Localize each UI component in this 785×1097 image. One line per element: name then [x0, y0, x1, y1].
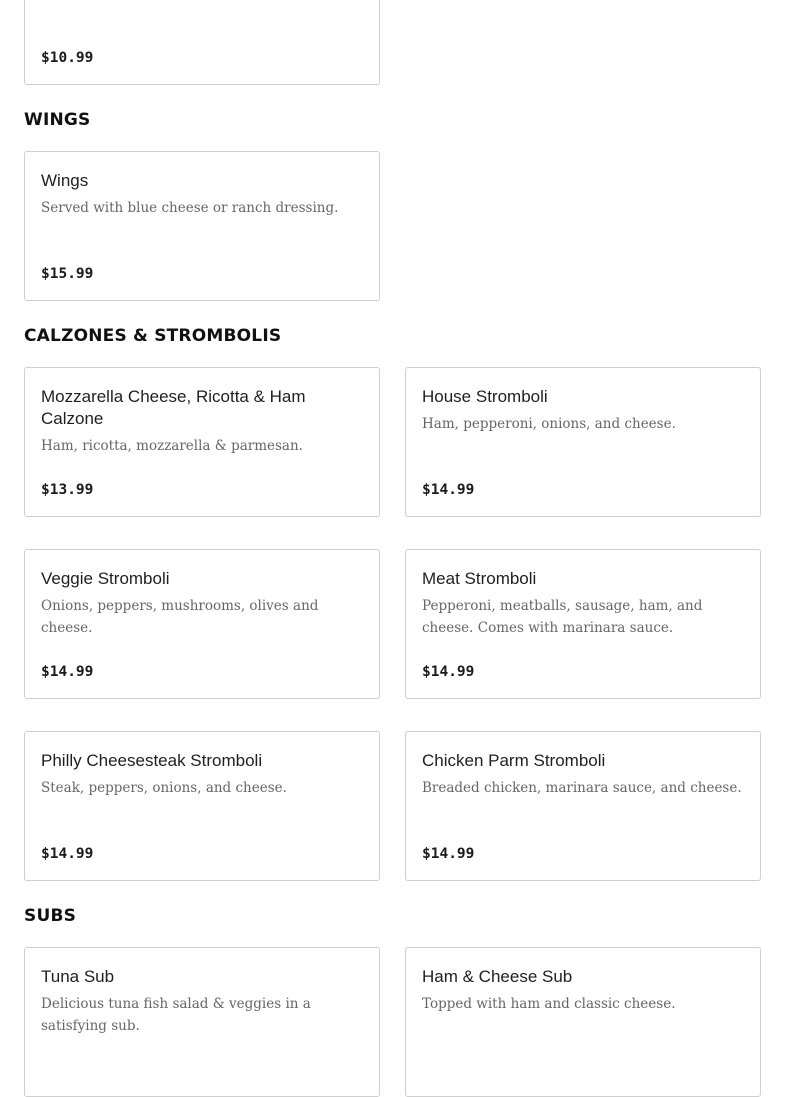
item-description: Served with blue cheese or ranch dressing. — [41, 200, 339, 216]
item-name: Chicken Parm Stromboli — [422, 751, 606, 770]
item-description: Topped with ham and classic cheese. — [422, 996, 676, 1012]
item-description: Steak, peppers, onions, and cheese. — [41, 780, 287, 796]
item-name: House Stromboli — [422, 387, 548, 406]
item-price: $10.99 — [41, 50, 94, 66]
menu-item-card[interactable] — [24, 367, 380, 517]
item-description: Ham, pepperoni, onions, and cheese. — [422, 416, 676, 432]
menu-item-card[interactable] — [405, 731, 761, 881]
item-name: Ham & Cheese Sub — [422, 967, 573, 986]
item-description: Pepperoni, meatballs, sausage, ham, and cheese. Comes with marinara sauce. — [422, 598, 703, 636]
item-name: Wings — [41, 171, 89, 190]
item-name: Veggie Stromboli — [41, 569, 170, 588]
menu-item-card[interactable] — [24, 151, 380, 301]
menu-item-card[interactable] — [24, 549, 380, 699]
menu-section-subs — [24, 904, 761, 1097]
menu-section-salads — [24, 0, 761, 85]
menu-grid — [24, 947, 761, 1097]
menu-grid — [24, 367, 761, 881]
menu-item-card[interactable] — [405, 947, 761, 1097]
menu-item-card[interactable] — [24, 731, 380, 881]
item-description: Delicious tuna fish salad & veggies in a satisfying sub. — [41, 996, 311, 1034]
item-description: Onions, peppers, mushrooms, olives and cheese. — [41, 598, 319, 636]
section-title: WINGS — [24, 110, 91, 130]
menu-section-calzones-strombolis — [24, 324, 761, 881]
item-name: Meat Stromboli — [422, 569, 537, 588]
item-price: $13.99 — [41, 482, 94, 498]
menu-section-wings — [24, 108, 761, 301]
item-name: Mozzarella Cheese, Ricotta & Ham Calzone — [41, 387, 306, 428]
menu-grid — [24, 151, 761, 301]
item-name: Tuna Sub — [41, 967, 115, 986]
item-price: $14.99 — [422, 482, 475, 498]
menu-item-card[interactable] — [405, 367, 761, 517]
menu-item-card[interactable] — [405, 549, 761, 699]
item-price: $14.99 — [422, 664, 475, 680]
section-title: SUBS — [24, 906, 77, 926]
menu-item-card[interactable] — [24, 947, 380, 1097]
item-description: Breaded chicken, marinara sauce, and cheese. — [422, 780, 742, 796]
item-price: $15.99 — [41, 266, 94, 282]
item-price: $14.99 — [422, 846, 475, 862]
item-price: $14.99 — [41, 664, 94, 680]
item-price: $14.99 — [41, 846, 94, 862]
menu-grid — [24, 0, 761, 85]
menu-list — [24, 0, 761, 1097]
item-description: Ham, ricotta, mozzarella & parmesan. — [41, 438, 303, 454]
menu-item-card[interactable] — [24, 0, 380, 85]
item-name: Philly Cheesesteak Stromboli — [41, 751, 263, 770]
section-title: CALZONES & STROMBOLIS — [24, 326, 282, 346]
